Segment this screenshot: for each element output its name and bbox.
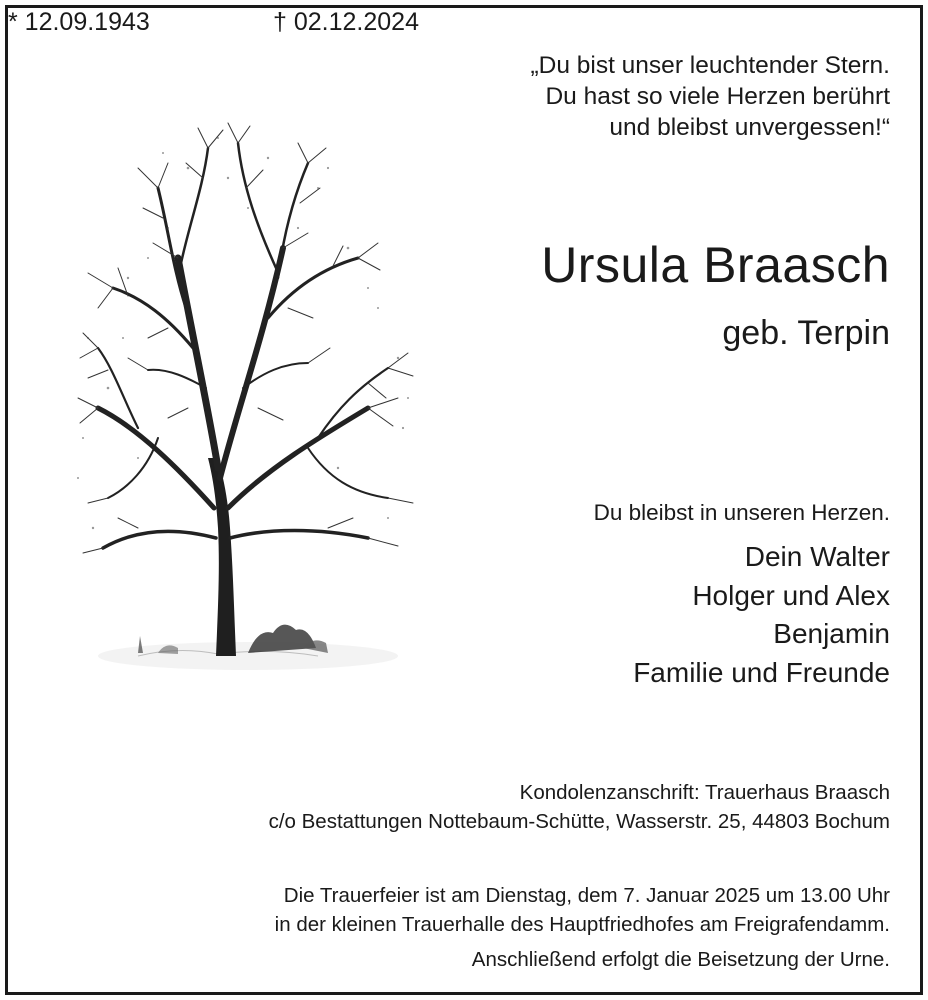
condolence-line: Kondolenzanschrift: Trauerhaus Braasch [519, 781, 890, 804]
farewell-text: Du bleibst in unseren Herzen. [593, 500, 890, 525]
mourner-name: Holger und Alex [692, 579, 890, 611]
condolence-address [269, 778, 890, 836]
birth-date: * 12.09.1943 [8, 8, 150, 36]
mourner-name: Familie und Freunde [633, 656, 890, 688]
funeral-service-info [275, 881, 890, 974]
service-line: Anschließend erfolgt die Beisetzung der Urne. [471, 948, 890, 971]
service-line: in der kleinen Trauerhalle des Hauptfriedhofes am Freigrafendamm. [274, 913, 890, 936]
maiden-name: geb. Terpin [722, 314, 890, 352]
quote-line: „Du bist unser leuchtender Stern. [530, 52, 890, 79]
tree-illustration [68, 108, 438, 688]
life-dates [8, 8, 419, 37]
mourners-list [633, 538, 890, 692]
mourner-name: Dein Walter [744, 541, 890, 572]
quote [330, 50, 890, 143]
mourner-name: Benjamin [773, 618, 890, 649]
obituary-notice [5, 5, 923, 995]
service-line: Die Trauerfeier ist am Dienstag, dem 7. Januar 2025 um 13.00 Uhr [283, 884, 890, 907]
death-date: † 02.12.2024 [273, 8, 419, 36]
condolence-line: c/o Bestattungen Nottebaum-Schütte, Wasserstr. 25, 44803 Bochum [268, 810, 890, 833]
deceased-name: Ursula Braasch [541, 237, 890, 293]
quote-line: Du hast so viele Herzen berührt [545, 83, 890, 110]
quote-line: und bleibst unvergessen!“ [609, 114, 890, 141]
